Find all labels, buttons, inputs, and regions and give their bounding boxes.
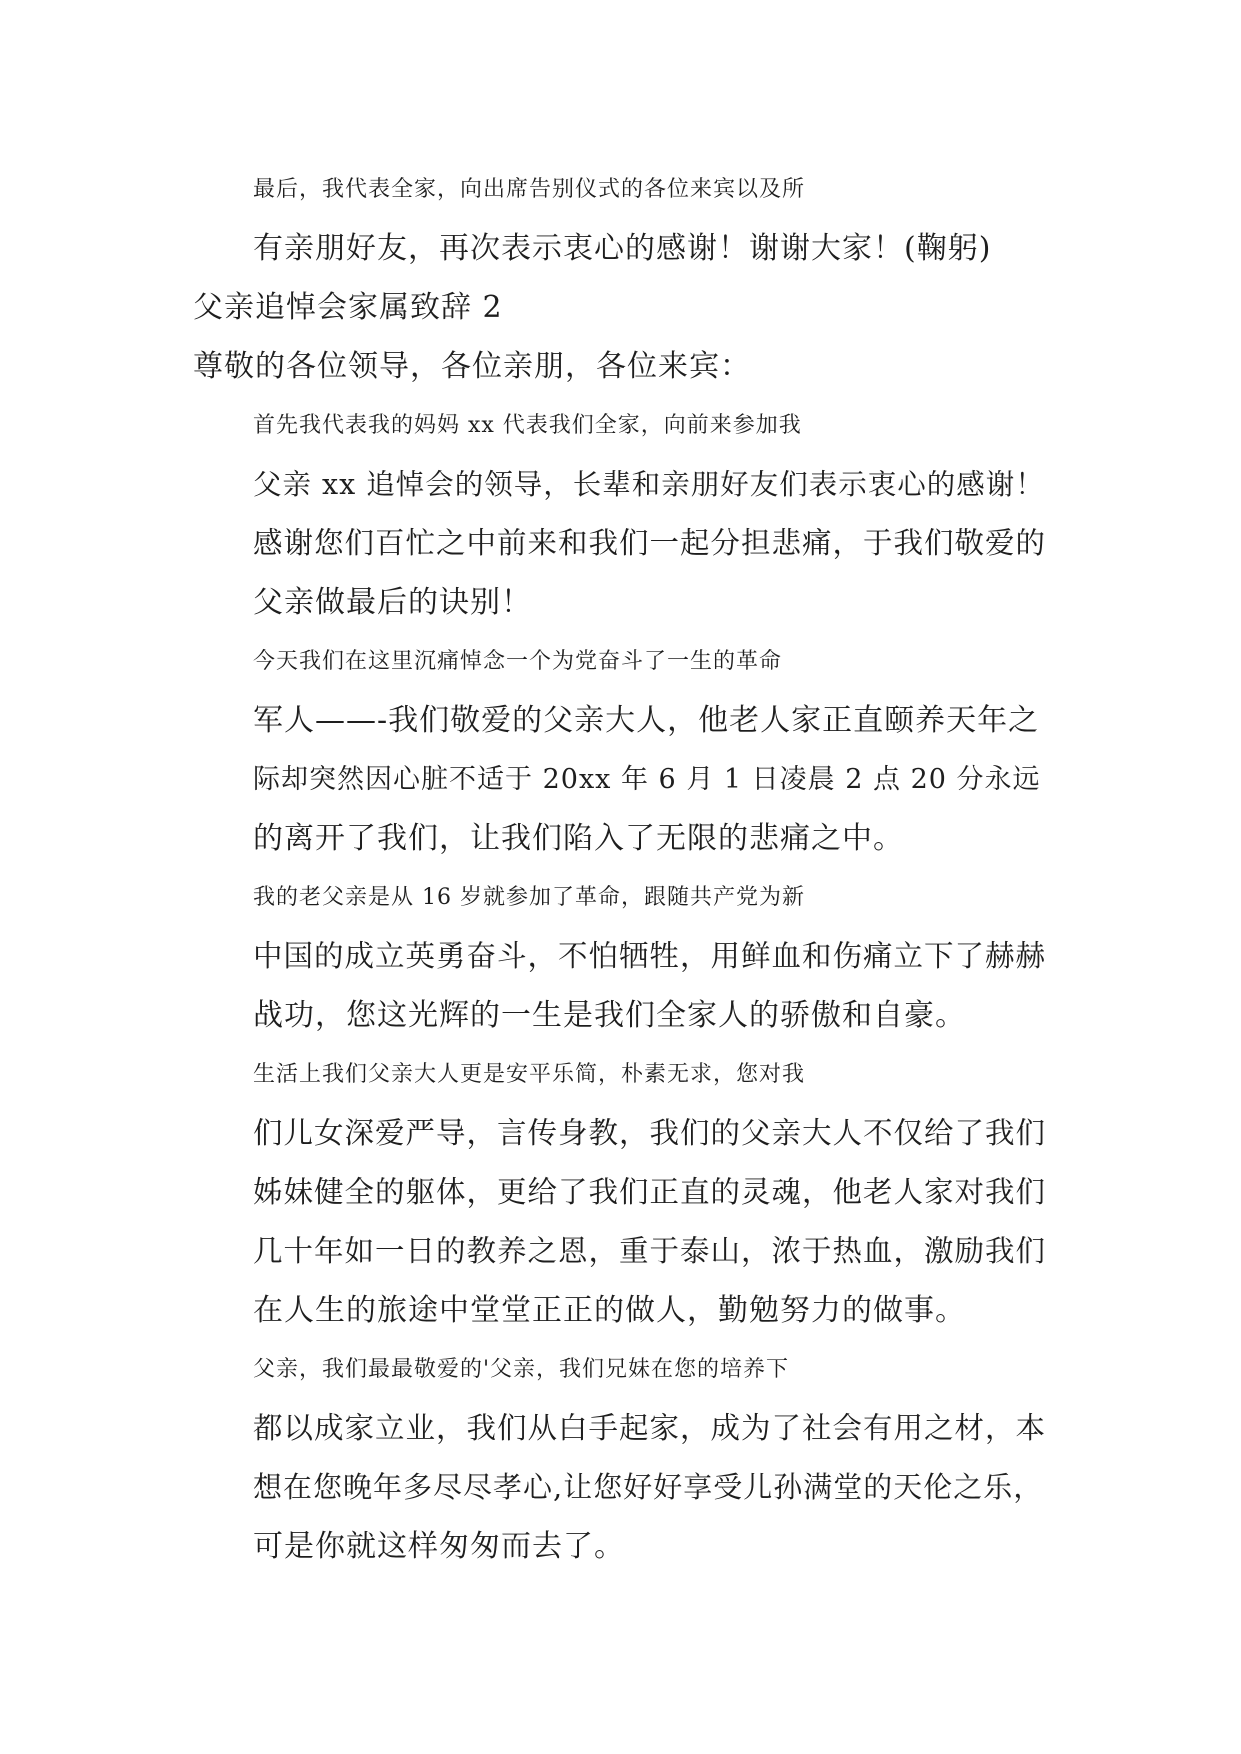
document-body: [193, 160, 1053, 1576]
text-line: 感谢您们百忙之中前来和我们一起分担悲痛，于我们敬爱的: [253, 526, 1047, 560]
text-line: 今天我们在这里沉痛悼念一个为党奋斗了一生的革命: [253, 649, 783, 674]
text-line: 中国的成立英勇奋斗，不怕牺牲，用鲜血和伤痛立下了赫赫: [253, 939, 1047, 973]
text-line: 尊敬的各位领导，各位亲朋，各位来宾：: [193, 349, 751, 384]
text-line: 首先我代表我的妈妈 xx 代表我们全家，向前来参加我: [253, 413, 802, 438]
text-line: 想在您晚年多尽尽孝心,让您好好享受儿孙满堂的天伦之乐，: [253, 1470, 1044, 1504]
text-line: 们儿女深爱严导，言传身教，我们的父亲大人不仅给了我们: [253, 1116, 1047, 1150]
text-line: 最后，我代表全家，向出席告别仪式的各位来宾以及所: [253, 177, 806, 202]
section-title: [193, 278, 1053, 337]
text-line: 姊妹健全的躯体，更给了我们正直的灵魂，他老人家对我们: [253, 1175, 1047, 1209]
text-line: 父亲 xx 追悼会的领导，长辈和亲朋好友们表示衷心的感谢！: [253, 468, 1045, 501]
text-line: 父亲做最后的诀别！: [253, 585, 532, 620]
text-line: 有亲朋好友，再次表示衷心的感谢！谢谢大家！(鞠躬): [253, 231, 992, 266]
paragraph-revolution: [193, 868, 1053, 1045]
salutation: [193, 337, 1053, 396]
text-line: 生活上我们父亲大人更是安平乐简，朴素无求，您对我: [253, 1062, 806, 1087]
text-line: 军人——-我们敬爱的父亲大人，他老人家正直颐养天年之: [253, 703, 1040, 738]
text-line: 父亲追悼会家属致辞 2: [193, 290, 503, 325]
paragraph-life: [193, 1045, 1053, 1340]
text-line: 几十年如一日的教养之恩，重于泰山，浓于热血，激励我们: [253, 1234, 1047, 1268]
paragraph-mourning: [193, 632, 1053, 868]
text-line: 父亲，我们最最敬爱的'父亲，我们兄妹在您的培养下: [253, 1357, 790, 1382]
text-line: 的离开了我们，让我们陷入了无限的悲痛之中。: [253, 821, 904, 856]
text-line: 战功，您这光辉的一生是我们全家人的骄傲和自豪。: [253, 998, 966, 1033]
text-line: 在人生的旅途中堂堂正正的做人，勤勉努力的做事。: [253, 1293, 966, 1328]
text-line: 可是你就这样匆匆而去了。: [253, 1529, 625, 1564]
text-line: 都以成家立业，我们从白手起家，成为了社会有用之材，本: [253, 1411, 1047, 1445]
text-line: 际却突然因心脏不适于 20xx 年 6 月 1 日凌晨 2 点 20 分永远: [253, 764, 1041, 795]
paragraph-farewell: [193, 1340, 1053, 1576]
text-line: 我的老父亲是从 16 岁就参加了革命，跟随共产党为新: [253, 885, 805, 910]
paragraph-opening: [193, 396, 1053, 632]
paragraph-closing-thanks: [193, 160, 1053, 278]
